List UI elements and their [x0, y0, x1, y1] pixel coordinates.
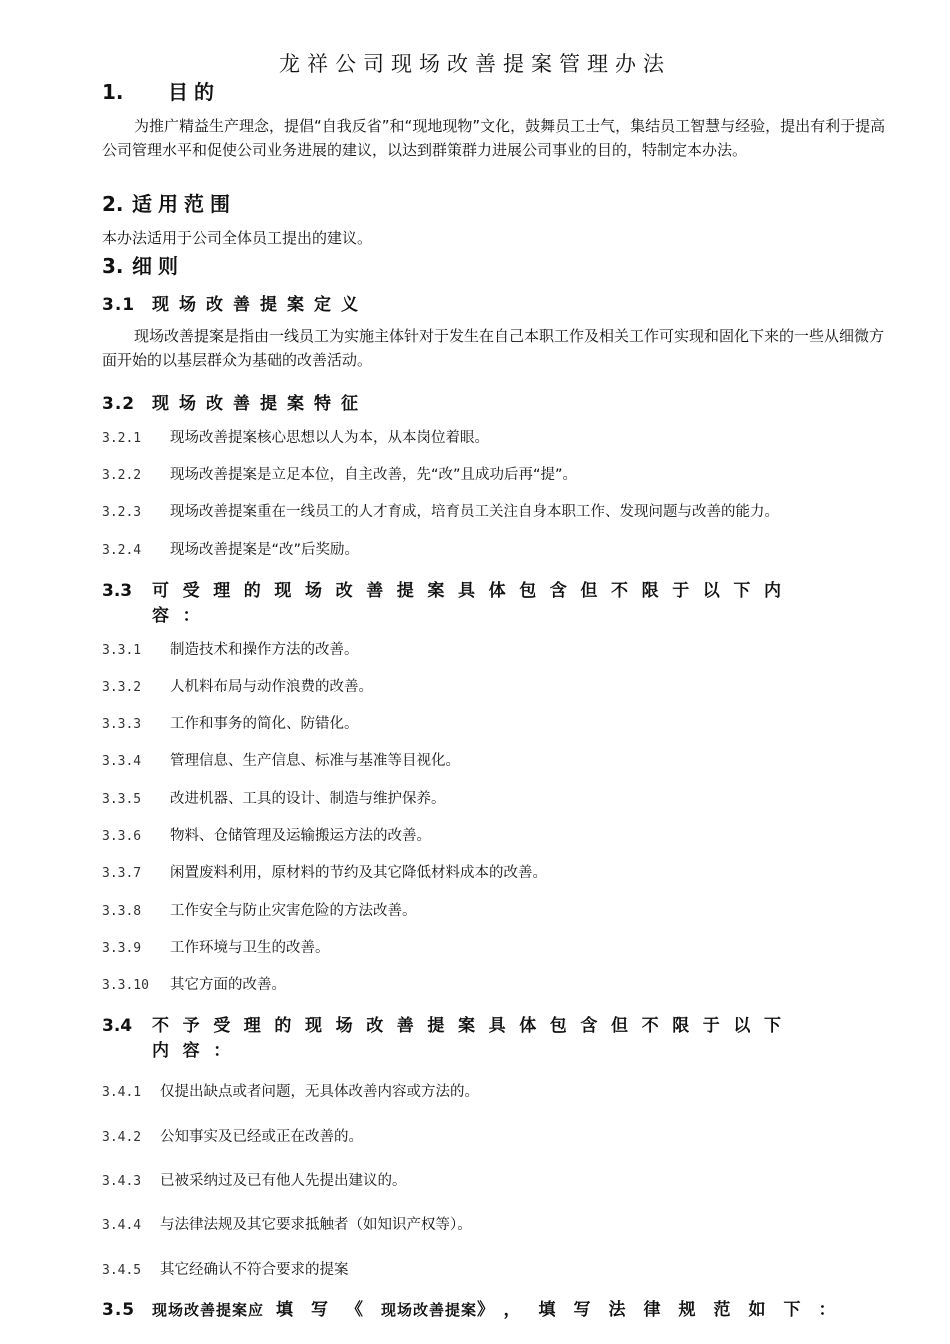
subsection-title-line2: 容：: [152, 606, 214, 626]
list-item: 3.3.4 管理信息、生产信息、标准与基准等目视化。: [102, 753, 460, 769]
subsection-number: 3.5: [102, 1300, 136, 1320]
subsection-title-line1: 可受理的现场改善提案具体包含但不限于以下内: [152, 581, 795, 601]
subsection-heading-3-3: [102, 576, 795, 601]
section-title: 目的: [168, 80, 220, 104]
list-item: 3.3.9 工作环境与卫生的改善。: [102, 940, 330, 956]
list-item: 3.3.5 改进机器、工具的设计、制造与维护保养。: [102, 791, 446, 807]
subsection-number: 3.2: [102, 394, 136, 414]
subsection-number: 3.1: [102, 295, 136, 315]
list-item: 3.3.3 工作和事务的简化、防错化。: [102, 716, 359, 732]
list-item: 3.3.6 物料、仓储管理及运输搬运方法的改善。: [102, 828, 431, 844]
list-item: 3.3.2 人机料布局与动作浪费的改善。: [102, 679, 373, 695]
list-item: 3.2.1 现场改善提案核心思想以人为本，从本岗位着眼。: [102, 430, 489, 446]
scope-paragraph: 本办法适用于公司全体员工提出的建议。: [102, 229, 373, 247]
definition-text: 现场改善提案是指由一线员工为实施主体针对于发生在自己本职工作及相关工作可实现和固化下来的一些从细微方面开始的以基层群众为基础的改善活动。: [102, 327, 885, 369]
section-heading-2: [102, 188, 236, 217]
document-title: 龙祥公司现场改善提案管理办法: [279, 52, 671, 76]
list-item: 3.4.1 仅提出缺点或者问题，无具体改善内容或方法的。: [102, 1084, 479, 1100]
subsection-text-a: 现场改善提案应: [152, 1301, 265, 1319]
definition-paragraph: [102, 324, 892, 372]
subsection-title: 现场改善提案定义: [152, 295, 368, 315]
section-number: 1.: [102, 80, 124, 104]
subsection-heading-3-4: [102, 1011, 795, 1036]
list-item: 3.4.4 与法律法规及其它要求抵触者（如知识产权等）。: [102, 1217, 472, 1233]
subsection-number: 3.3: [102, 581, 133, 601]
subsection-heading-3-5: [102, 1295, 854, 1320]
section-number: 2.: [102, 192, 124, 216]
list-item: 3.3.8 工作安全与防止灾害危险的方法改善。: [102, 903, 417, 919]
purpose-text: 为推广精益生产理念，提倡“自我反省”和“现地现物”文化，鼓舞员工士气，集结员工智慧与经验，提出有利于提高公司管理水平和促使公司业务进展的建议，以达到群策群力进展公司事业的目的，特制定本办法。: [102, 117, 886, 159]
list-item: 3.3.1 制造技术和操作方法的改善。: [102, 642, 359, 658]
subsection-title: 现场改善提案特征: [152, 394, 368, 414]
subsection-text-d: 》，填写法律规范如下：: [477, 1300, 854, 1320]
list-item: 3.3.10 其它方面的改善。: [102, 977, 286, 993]
subsection-title-line1: 不予受理的现场改善提案具体包含但不限于以下: [152, 1016, 795, 1036]
section-number: 3.: [102, 254, 124, 278]
subsection-heading-3-2: [102, 389, 368, 414]
list-item: 3.2.4 现场改善提案是“改”后奖励。: [102, 542, 360, 558]
list-item: 3.2.2 现场改善提案是立足本位，自主改善，先“改”且成功后再“提”。: [102, 467, 578, 483]
subsection-text-c: 现场改善提案: [381, 1301, 478, 1319]
subsection-number: 3.4: [102, 1016, 133, 1036]
section-title: 细则: [132, 254, 184, 278]
list-item: 3.2.3 现场改善提案重在一线员工的人才育成，培育员工关注自身本职工作、发现问题与改善的能力。: [102, 504, 779, 520]
list-item: 3.4.2 公知事实及已经或正在改善的。: [102, 1129, 363, 1145]
subsection-text-b: 填写《: [276, 1300, 382, 1320]
section-heading-3: [102, 250, 184, 279]
list-item: 3.3.7 闲置废料利用，原材料的节约及其它降低材料成本的改善。: [102, 865, 547, 881]
subsection-heading-3-1: [102, 290, 368, 315]
list-item: 3.4.3 已被采纳过及已有他人先提出建议的。: [102, 1173, 407, 1189]
subsection-title-line2: 内容：: [152, 1041, 244, 1061]
section-heading-1: [102, 76, 220, 105]
purpose-paragraph: [102, 114, 892, 162]
section-title: 适用范围: [132, 192, 236, 216]
list-item: 3.4.5 其它经确认不符合要求的提案: [102, 1262, 349, 1278]
